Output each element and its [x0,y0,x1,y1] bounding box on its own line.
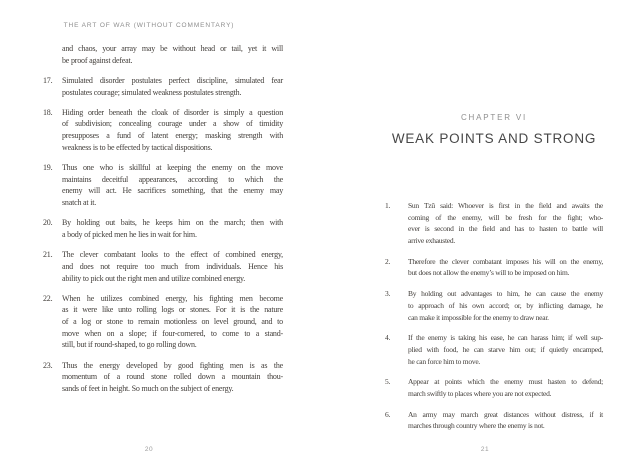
paragraph-item [43,217,283,240]
chapter-label: CHAPTER VI [460,113,527,122]
text-line: Hiding order beneath the cloak of disorder is simply a question [62,107,283,117]
right-page-number: 21 [480,446,490,453]
text-line: of a log or stone to remain motionless on level ground, and to [62,317,283,327]
paragraph-item [385,332,603,367]
paragraph-number: 21. [43,250,53,260]
paragraph-item [43,249,283,284]
paragraph-item [43,360,283,395]
text-line: still, but if round-shaped, to go rolling down. [62,340,197,350]
text-line: and does not require too much from individuals. Hence his [62,261,283,271]
text-line: coming of the enemy, will be fresh for the fight; who- [408,212,603,222]
text-line: By holding out advantages to him, he can cause the enemy [408,289,603,299]
chapter-title: WEAK POINTS AND STRONG [391,131,597,146]
paragraph-text [408,256,603,279]
paragraph-text [62,360,283,395]
text-line: march swiftly to places where you are not expected. [408,388,552,398]
paragraph-number [43,43,62,66]
paragraph-item [43,43,283,66]
right-page [385,0,603,471]
paragraph-number: 18. [43,107,53,117]
paragraph-text [62,217,283,240]
text-line: By holding out baits, he keeps him on the march; then with [62,218,283,228]
paragraph-item [43,162,283,209]
left-paragraph-list [43,43,283,403]
text-line: If the enemy is taking his ease, he can harass him; if well sup- [408,333,603,343]
text-line: and chaos, your array may be without head or tail, yet it will [62,44,283,53]
paragraph-item [385,256,603,279]
paragraph-item [385,200,603,247]
text-line: presupposes a fund of latent energy; masking strength with [62,131,283,141]
paragraph-item [43,107,283,154]
paragraph-item [385,288,603,323]
paragraph-item [385,376,603,399]
text-line: The clever combatant looks to the effect of combined energy, [62,250,283,260]
paragraph-number: 6. [385,409,391,419]
paragraph-number: 23. [43,360,53,370]
text-line: Thus one who is skillful at keeping the enemy on the move [62,163,283,172]
text-line: move when on a slope; if four-cornered, to come to a stand- [62,328,283,338]
text-line: Sun Tzŭ said: Whoever is first in the field and awaits the [408,201,603,210]
running-header: THE ART OF WAR (WITHOUT COMMENTARY) [63,22,235,29]
text-line: sands of feet in height. So much on the subject of energy. [62,384,234,393]
text-line: weakness is to be effected by tactical dispositions. [62,142,213,152]
paragraph-text [408,288,603,323]
text-line: maintains deceitful appearances, according to which the [62,174,283,184]
paragraph-text [62,249,283,284]
paragraph-number: 19. [43,163,53,172]
text-line: enemy will act. He sacrifices something, that the enemy may [62,186,283,196]
text-line: snatch at it. [62,198,97,208]
paragraph-text [408,409,603,432]
paragraph-text [62,43,283,66]
paragraph-number: 22. [43,293,53,303]
text-line: a body of picked men he lies in wait for him. [62,229,197,239]
text-line: as it were like unto rolling logs or stones. For it is the nature [62,305,283,315]
text-line: be proof against defeat. [62,55,133,65]
paragraph-text [62,75,283,98]
text-line: postulates courage; simulated weakness postulates strength. [62,87,242,97]
text-line: to approach of his own accord; or, by inflicting damage, he [408,300,603,310]
paragraph-text [62,107,283,154]
paragraph-text [408,332,603,367]
paragraph-item [43,293,283,351]
paragraph-number: 3. [385,289,391,299]
paragraph-text [62,293,283,351]
left-page-number: 20 [144,446,154,453]
paragraph-number: 20. [43,218,53,228]
text-line: marches through country where the enemy is not. [408,421,545,431]
text-line: When he utilizes combined energy, his fighting men become [62,293,283,303]
text-line: momentum of a round stone rolled down a mountain thou- [62,372,283,382]
paragraph-number: 1. [385,201,391,210]
text-line: can make it impossible for the enemy to draw near. [408,312,549,322]
text-line: plied with food, he can starve him out; if quietly encamped, [408,344,603,354]
paragraph-text [62,162,283,209]
left-page [43,0,283,471]
text-line: An army may march great distances without distress, if it [408,409,603,419]
paragraph-number: 2. [385,256,391,266]
paragraph-text [408,376,603,399]
text-line: Thus the energy developed by good fighting men is as the [62,360,283,370]
paragraph-text [408,200,603,247]
paragraph-number: 4. [385,333,391,343]
paragraph-number: 17. [43,75,53,85]
text-line: Appear at points which the enemy must hasten to defend; [408,377,603,387]
text-line: ever is second in the field and has to hasten to battle will [408,224,603,234]
paragraph-number: 5. [385,377,391,387]
text-line: of subdivision; concealing courage under a show of timidity [62,119,283,129]
paragraph-item [385,409,603,432]
text-line: ability to pick out the right men and utilize combined energy. [62,273,246,283]
text-line: Therefore the clever combatant imposes his will on the enemy, [408,256,603,266]
paragraph-item [43,75,283,98]
text-line: but does not allow the enemy’s will to be imposed on him. [408,268,570,278]
text-line: Simulated disorder postulates perfect discipline, simulated fear [62,75,283,85]
text-line: he can force him to move. [408,356,481,366]
right-paragraph-list [385,200,603,441]
text-line: arrive exhausted. [408,236,455,246]
